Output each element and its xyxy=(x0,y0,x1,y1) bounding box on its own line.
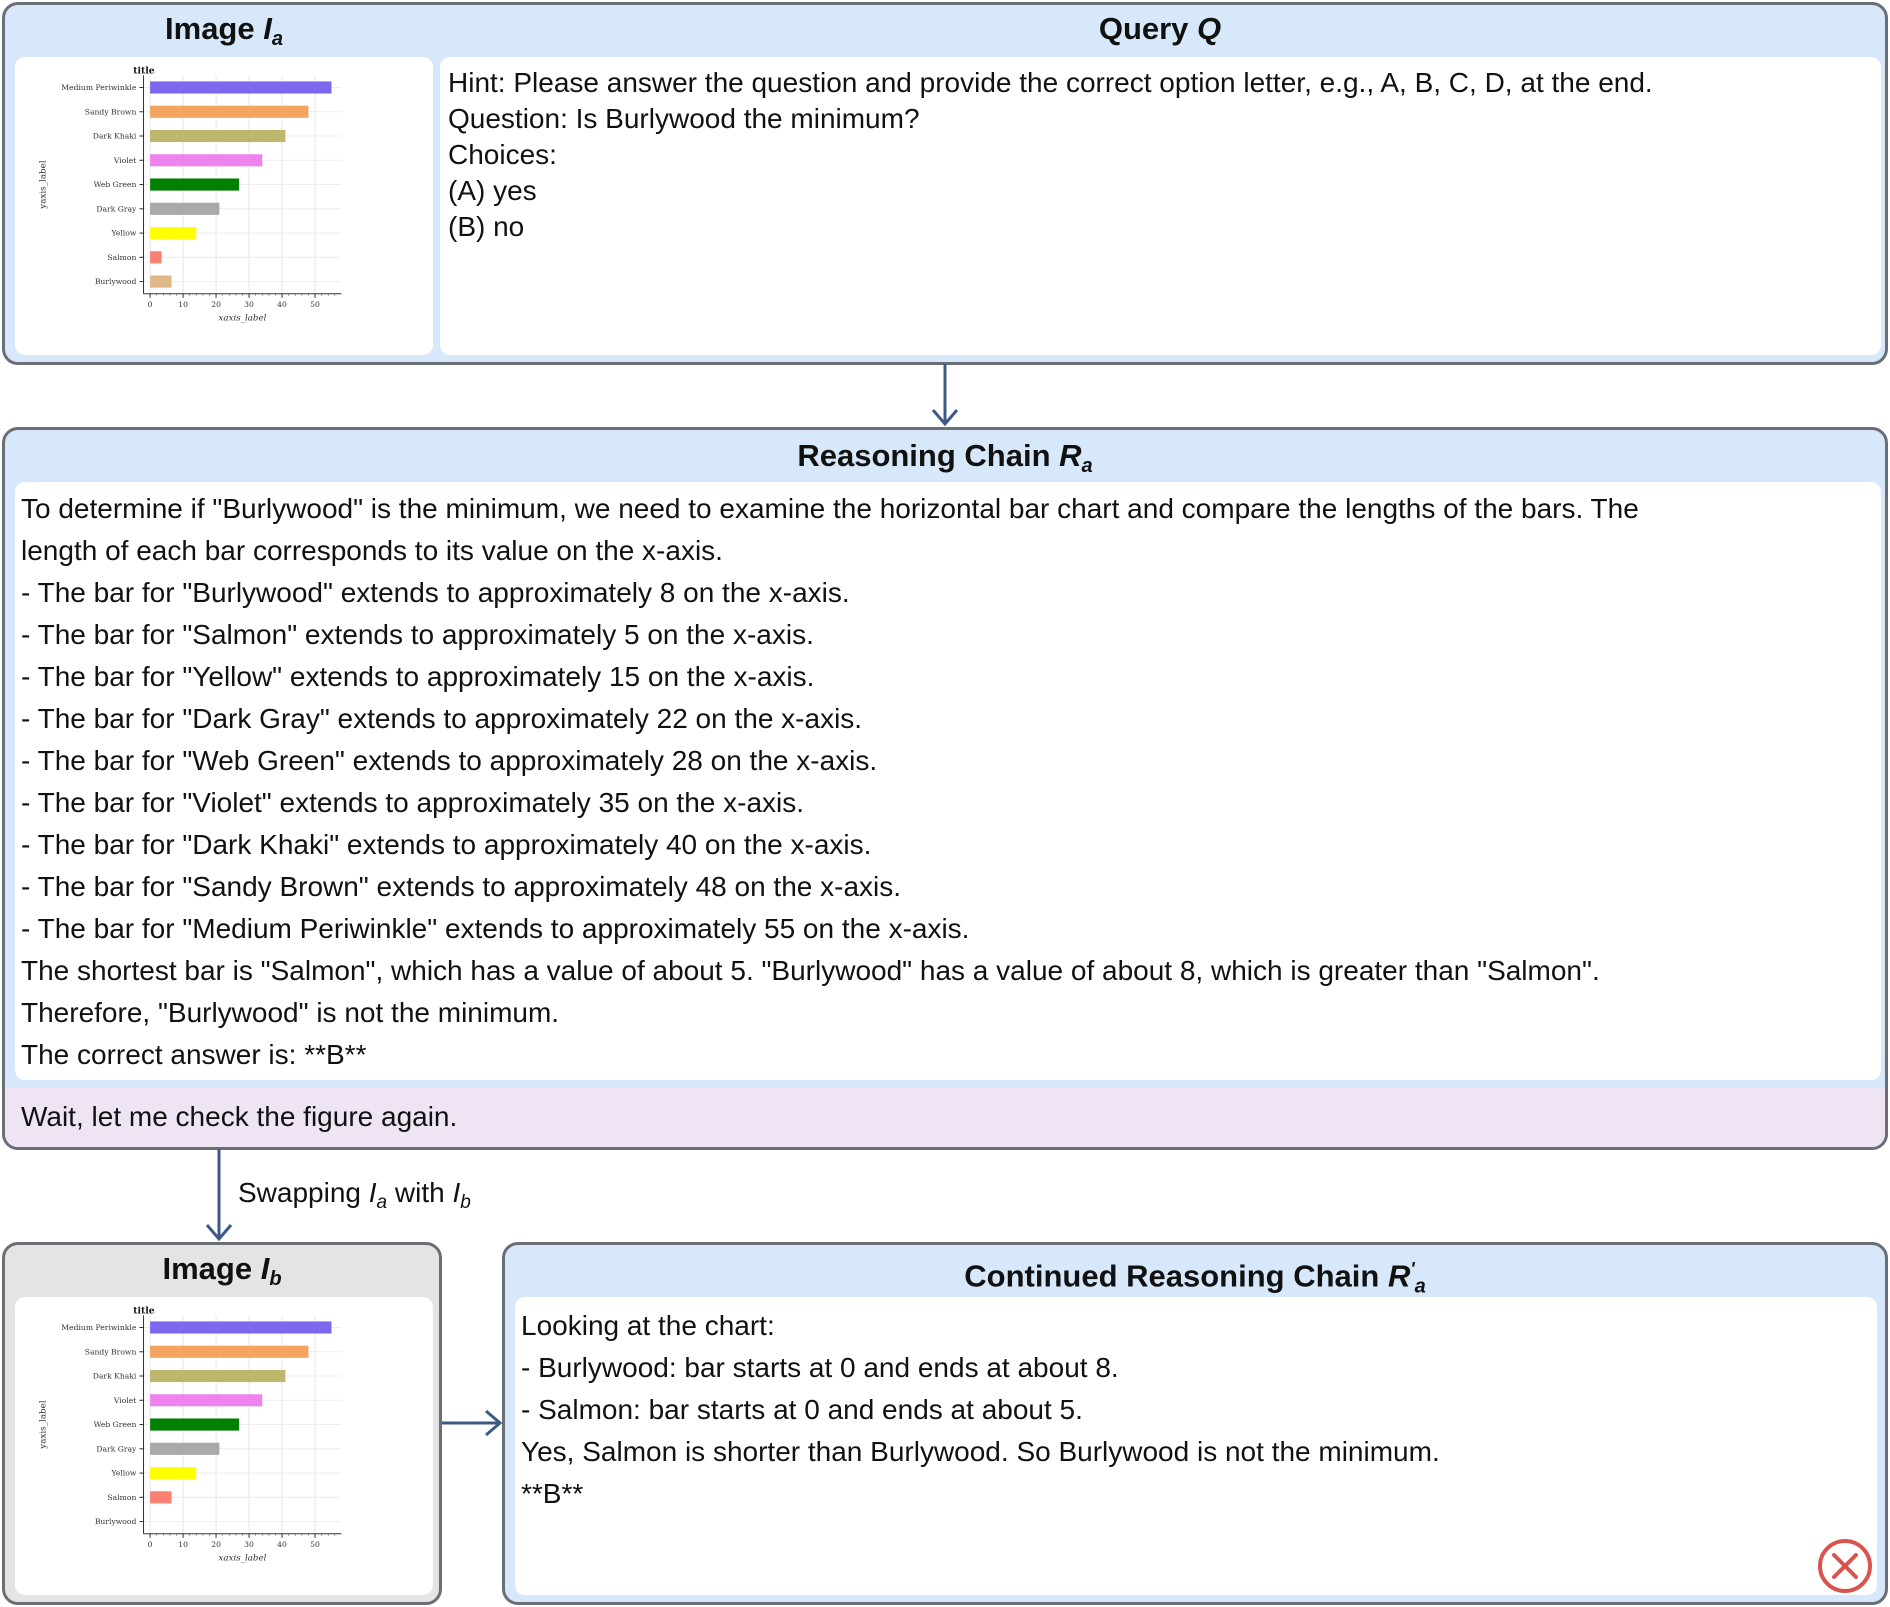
bar xyxy=(150,203,219,215)
reasoning-line: - The bar for "Yellow" extends to approximately 15 on the x-axis. xyxy=(21,661,815,692)
reasoning-line: - The bar for "Dark Gray" extends to approximately 22 on the x-axis. xyxy=(21,703,863,734)
bar xyxy=(150,1491,171,1503)
image-b-header: Image $I_b$ xyxy=(162,1251,282,1290)
y-tick-label: Sandy Brown xyxy=(84,1347,137,1357)
continued-line: Looking at the chart: xyxy=(521,1310,775,1341)
bar xyxy=(150,1321,331,1333)
image-a-header: Image $I_a$ xyxy=(165,11,283,50)
query-line: Choices: xyxy=(448,139,557,170)
reasoning-line: The correct answer is: **B** xyxy=(21,1039,367,1070)
reasoning-line: To determine if "Burlywood" is the minimum, we need to examine the horizontal bar chart and compare the lengths of the bars. The xyxy=(21,493,1639,524)
reasoning-line: Therefore, "Burlywood" is not the minimum. xyxy=(21,997,560,1028)
y-tick-label: Medium Periwinkle xyxy=(61,1323,137,1333)
y-tick-label: Dark Khaki xyxy=(92,131,137,141)
y-tick-label: Yellow xyxy=(111,1468,137,1478)
bar xyxy=(150,1467,196,1479)
reasoning-line: - The bar for "Medium Periwinkle" extends to approximately 55 on the x-axis. xyxy=(21,913,970,944)
swap-label: Swapping $I_a$ with $I_b$ xyxy=(238,1177,471,1213)
down-arrow-icon xyxy=(204,1149,234,1243)
continued-box xyxy=(515,1297,1877,1595)
reasoning-text xyxy=(21,488,1639,1076)
continued-line: Yes, Salmon is shorter than Burlywood. So Burlywood is not the minimum. xyxy=(521,1436,1440,1467)
continued-panel xyxy=(502,1242,1888,1605)
chart-group xyxy=(39,65,342,323)
continued-line: - Salmon: bar starts at 0 and ends at about 5. xyxy=(521,1394,1083,1425)
right-arrow-icon xyxy=(442,1408,504,1438)
chart-a-box xyxy=(15,57,433,355)
x-tick-label: 40 xyxy=(277,1540,287,1550)
x-tick-label: 30 xyxy=(244,300,254,310)
top-panel xyxy=(2,2,1888,365)
reasoning-line: - The bar for "Salmon" extends to approximately 5 on the x-axis. xyxy=(21,619,814,650)
reasoning-line: length of each bar corresponds to its value on the x-axis. xyxy=(21,535,723,566)
reasoning-line: - The bar for "Web Green" extends to approximately 28 on the x-axis. xyxy=(21,745,878,776)
bar xyxy=(150,178,239,190)
bar xyxy=(150,1346,308,1358)
x-tick-label: 0 xyxy=(147,300,153,310)
x-tick-label: 50 xyxy=(310,1540,320,1550)
wrong-cross-icon xyxy=(1816,1537,1874,1595)
y-tick-label: Web Green xyxy=(93,180,137,190)
y-tick-label: Salmon xyxy=(107,1492,137,1502)
bar xyxy=(150,251,162,263)
continued-text xyxy=(521,1305,1440,1515)
wait-note: Wait, let me check the figure again. xyxy=(5,1087,1885,1147)
continued-line: **B** xyxy=(521,1478,584,1509)
chart-group xyxy=(39,1305,342,1563)
reasoning-line: - The bar for "Burlywood" extends to approximately 8 on the x-axis. xyxy=(21,577,850,608)
chart-title: title xyxy=(133,1305,155,1317)
x-axis-label: xaxis_label xyxy=(218,1553,267,1564)
query-line: (B) no xyxy=(448,211,525,242)
query-header: Query Q xyxy=(1098,11,1222,46)
reasoning-header: Reasoning Chain $R_a$ xyxy=(797,438,1093,477)
reasoning-panel xyxy=(2,427,1888,1150)
y-tick-label: Yellow xyxy=(111,228,137,238)
down-arrow-icon xyxy=(930,364,960,428)
x-tick-label: 20 xyxy=(211,1540,221,1550)
x-axis-label: xaxis_label xyxy=(218,313,267,324)
reasoning-box xyxy=(15,482,1881,1080)
y-axis-label: yaxis_label xyxy=(38,160,49,209)
bar xyxy=(150,130,285,142)
continued-line: - Burlywood: bar starts at 0 and ends at about 8. xyxy=(521,1352,1119,1383)
x-tick-label: 40 xyxy=(277,300,287,310)
y-axis-label: yaxis_label xyxy=(38,1400,49,1449)
bar xyxy=(150,106,308,118)
query-line: (A) yes xyxy=(448,175,537,206)
reasoning-line: - The bar for "Dark Khaki" extends to approximately 40 on the x-axis. xyxy=(21,829,872,860)
bar xyxy=(150,1418,239,1430)
query-box xyxy=(440,57,1881,355)
query-text xyxy=(448,65,1653,245)
y-tick-label: Salmon xyxy=(107,252,137,262)
bar xyxy=(150,276,171,288)
y-tick-label: Burlywood xyxy=(94,1517,137,1527)
x-tick-label: 10 xyxy=(178,300,188,310)
query-line: Hint: Please answer the question and provide the correct option letter, e.g., A, B, C, D, at the end. xyxy=(448,67,1653,98)
reasoning-line: - The bar for "Sandy Brown" extends to approximately 48 on the x-axis. xyxy=(21,871,902,902)
bar-chart-a xyxy=(15,57,433,355)
bar xyxy=(150,1443,219,1455)
y-tick-label: Violet xyxy=(113,1395,137,1405)
y-tick-label: Violet xyxy=(113,155,137,165)
image-b-panel xyxy=(2,1242,442,1605)
y-tick-label: Sandy Brown xyxy=(84,107,137,117)
x-tick-label: 0 xyxy=(147,1540,153,1550)
bar-chart-b xyxy=(15,1297,433,1595)
y-tick-label: Dark Gray xyxy=(96,204,137,214)
bar xyxy=(150,154,262,166)
query-line: Question: Is Burlywood the minimum? xyxy=(448,103,920,134)
y-tick-label: Burlywood xyxy=(94,277,137,287)
bar xyxy=(150,1370,285,1382)
reasoning-line: The shortest bar is "Salmon", which has a value of about 5. "Burlywood" has a value of about 8, which is greater than "Salmon". xyxy=(21,955,1600,986)
bar xyxy=(150,227,196,239)
bar xyxy=(150,81,331,93)
y-tick-label: Medium Periwinkle xyxy=(61,83,137,93)
bar xyxy=(150,1394,262,1406)
continued-header: Continued Reasoning Chain $R'_a$ xyxy=(964,1258,1426,1298)
x-tick-label: 50 xyxy=(310,300,320,310)
y-tick-label: Web Green xyxy=(93,1420,137,1430)
x-tick-label: 30 xyxy=(244,1540,254,1550)
y-tick-label: Dark Gray xyxy=(96,1444,137,1454)
chart-title: title xyxy=(133,65,155,77)
x-tick-label: 20 xyxy=(211,300,221,310)
y-tick-label: Dark Khaki xyxy=(92,1371,137,1381)
reasoning-line: - The bar for "Violet" extends to approximately 35 on the x-axis. xyxy=(21,787,805,818)
chart-b-box xyxy=(15,1297,433,1595)
x-tick-label: 10 xyxy=(178,1540,188,1550)
